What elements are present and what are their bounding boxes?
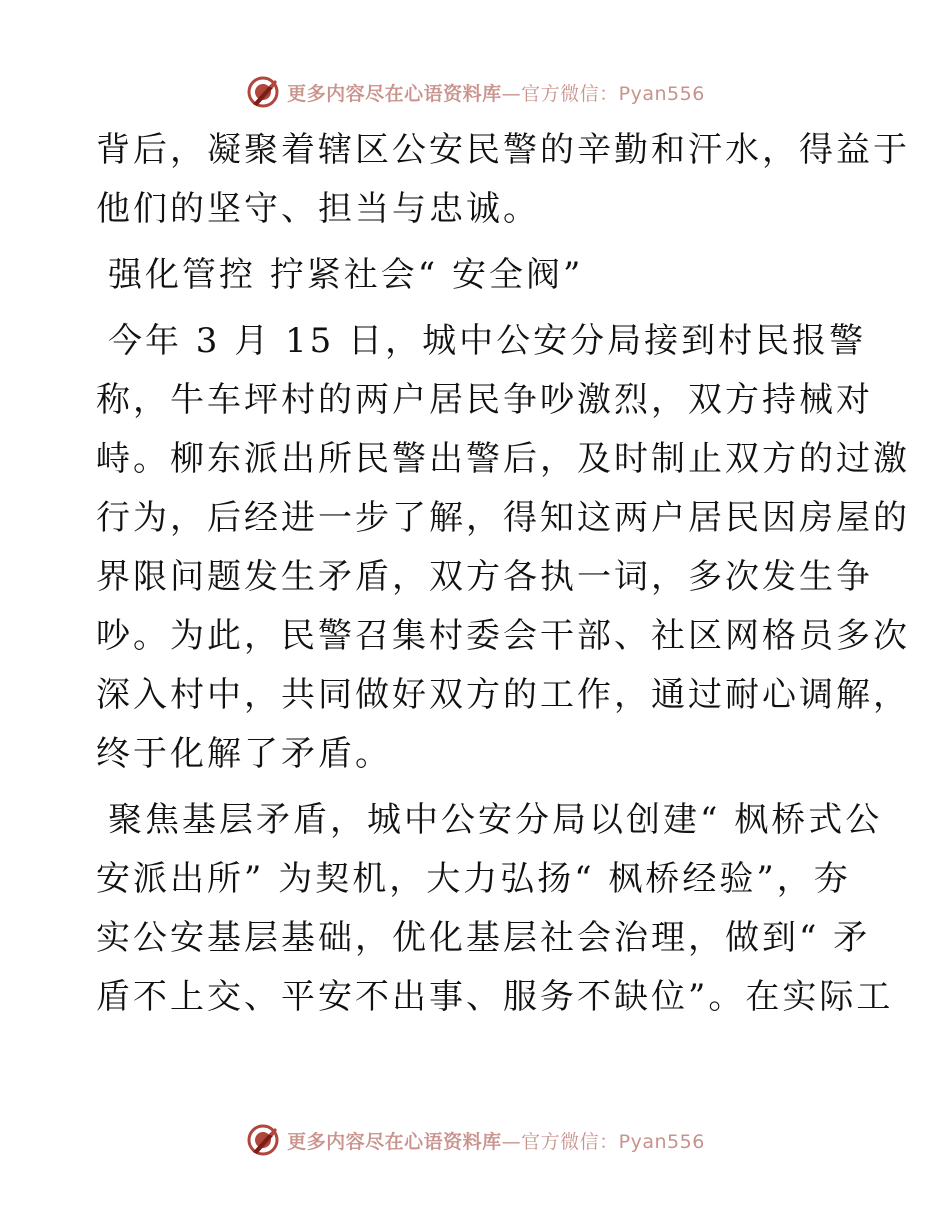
footer-watermark (0, 1118, 950, 1162)
section-heading: 强化管控 拧紧社会“ 安全阀” (108, 255, 584, 295)
paragraph-1: 背后，凝聚着辖区公安民警的辛勤和汗水，得益于 他们的坚守、担当与忠诚。 (96, 130, 910, 229)
pen-logo-icon (245, 1122, 281, 1158)
document-body (96, 124, 910, 1037)
pen-logo-icon (245, 74, 281, 110)
header-watermark (0, 70, 950, 114)
footer-watermark-text: 更多内容尽在心语资料库—官方微信：Pyan556 (287, 1130, 705, 1153)
header-watermark-text: 更多内容尽在心语资料库—官方微信：Pyan556 (287, 82, 705, 105)
paragraph-3: 聚焦基层矛盾，城中公安分局以创建“ 枫桥式公 安派出所” 为契机，大力弘扬“ 枫桥经验”，夯 实公安基层基础，优化基层社会治理，做到“ 矛 盾不上交、平安不出事、服务不缺位”。在实际工 (96, 800, 894, 1017)
paragraph-2: 今年 3 月 15 日，城中公安分局接到村民报警 称，牛车坪村的两户居民争吵激烈，双方持械对 峙。柳东派出所民警出警后，及时制止双方的过激 行为，后经进一步了解，得知这两户居民因房屋的 界限问题发生矛盾，双方各执一词，多次发生争 吵。为此，民警召集村委会干部、社区网格员多次 深入村中，共同做好双方的工作，通过耐心调解， 终于化解了矛盾。 (96, 321, 910, 774)
